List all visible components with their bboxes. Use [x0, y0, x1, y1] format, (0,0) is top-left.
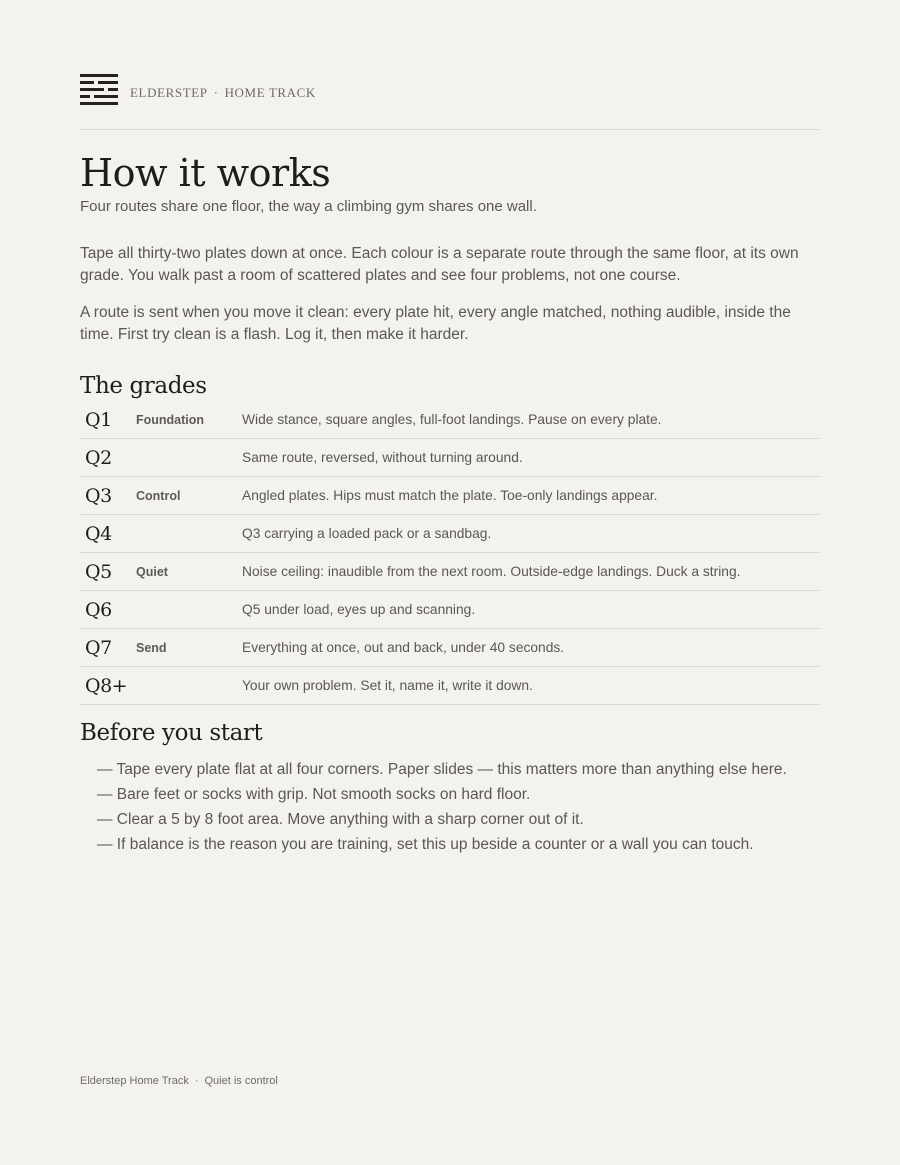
grade-row: [80, 629, 820, 667]
header: [80, 74, 316, 106]
grades-heading: The grades: [80, 373, 207, 399]
grade-code: Q1: [85, 408, 112, 431]
grade-description: Angled plates. Hips must match the plate. Toe-only landings appear.: [242, 488, 658, 503]
grade-tag: Quiet: [136, 564, 168, 579]
grade-tag: Control: [136, 488, 181, 503]
page-subtitle: Four routes share one floor, the way a climbing gym shares one wall.: [80, 198, 537, 215]
footer-separator: ·: [194, 1075, 199, 1087]
grade-description: Same route, reversed, without turning around.: [242, 450, 523, 465]
grade-description: Q5 under load, eyes up and scanning.: [242, 602, 476, 617]
intro-paragraph: A route is sent when you move it clean: every plate hit, every angle matched, nothing audible, inside the time. First try clean is a flash. Log it, then make it harder.: [80, 304, 791, 343]
step-lines-logo-icon: [80, 74, 120, 106]
header-divider: [80, 129, 820, 130]
grades-table: [80, 401, 820, 705]
grade-code: Q3: [85, 484, 112, 507]
grade-description: Wide stance, square angles, full-foot landings. Pause on every plate.: [242, 412, 662, 427]
grade-code: Q7: [85, 636, 112, 659]
footer: [80, 1075, 278, 1087]
grade-tag: Foundation: [136, 412, 205, 427]
grade-row: [80, 477, 820, 515]
grade-row: [80, 515, 820, 553]
brand-section: HOME TRACK: [224, 85, 316, 100]
brand-name: ELDERSTEP: [130, 85, 208, 100]
grade-row: [80, 591, 820, 629]
grade-row: [80, 667, 820, 705]
grade-description: Q3 carrying a loaded pack or a sandbag.: [242, 526, 492, 541]
list-item: — Tape every plate flat at all four corners. Paper slides — this matters more than anything else here.: [97, 761, 787, 778]
grade-row: [80, 439, 820, 477]
grade-code: Q4: [85, 522, 112, 545]
grade-description: Your own problem. Set it, name it, write it down.: [242, 678, 533, 693]
list-item: — Clear a 5 by 8 foot area. Move anything with a sharp corner out of it.: [97, 811, 584, 828]
brand-label: [130, 85, 316, 101]
footer-brand: Elderstep Home Track: [80, 1075, 189, 1087]
grade-description: Everything at once, out and back, under 40 seconds.: [242, 640, 565, 655]
intro-paragraph: Tape all thirty-two plates down at once. Each colour is a separate route through the same floor, at its own grade. You walk past a room of scattered plates and see four problems, not one course.: [80, 245, 799, 284]
grade-description: Noise ceiling: inaudible from the next room. Outside-edge landings. Duck a string.: [242, 564, 741, 579]
footer-tagline: Quiet is control: [204, 1075, 278, 1087]
grade-code: Q6: [85, 598, 112, 621]
grade-code: Q8+: [85, 674, 128, 697]
grade-tag: Send: [136, 640, 167, 655]
before-you-start-list: [97, 757, 787, 857]
brand-separator: ·: [213, 85, 219, 100]
grade-code: Q5: [85, 560, 112, 583]
grade-code: Q2: [85, 446, 112, 469]
before-you-start-heading: Before you start: [80, 720, 263, 746]
list-item: — Bare feet or socks with grip. Not smooth socks on hard floor.: [97, 786, 531, 803]
grade-row: [80, 401, 820, 439]
page-title: How it works: [80, 151, 331, 195]
grade-row: [80, 553, 820, 591]
list-item: — If balance is the reason you are training, set this up beside a counter or a wall you can touch.: [97, 836, 754, 853]
